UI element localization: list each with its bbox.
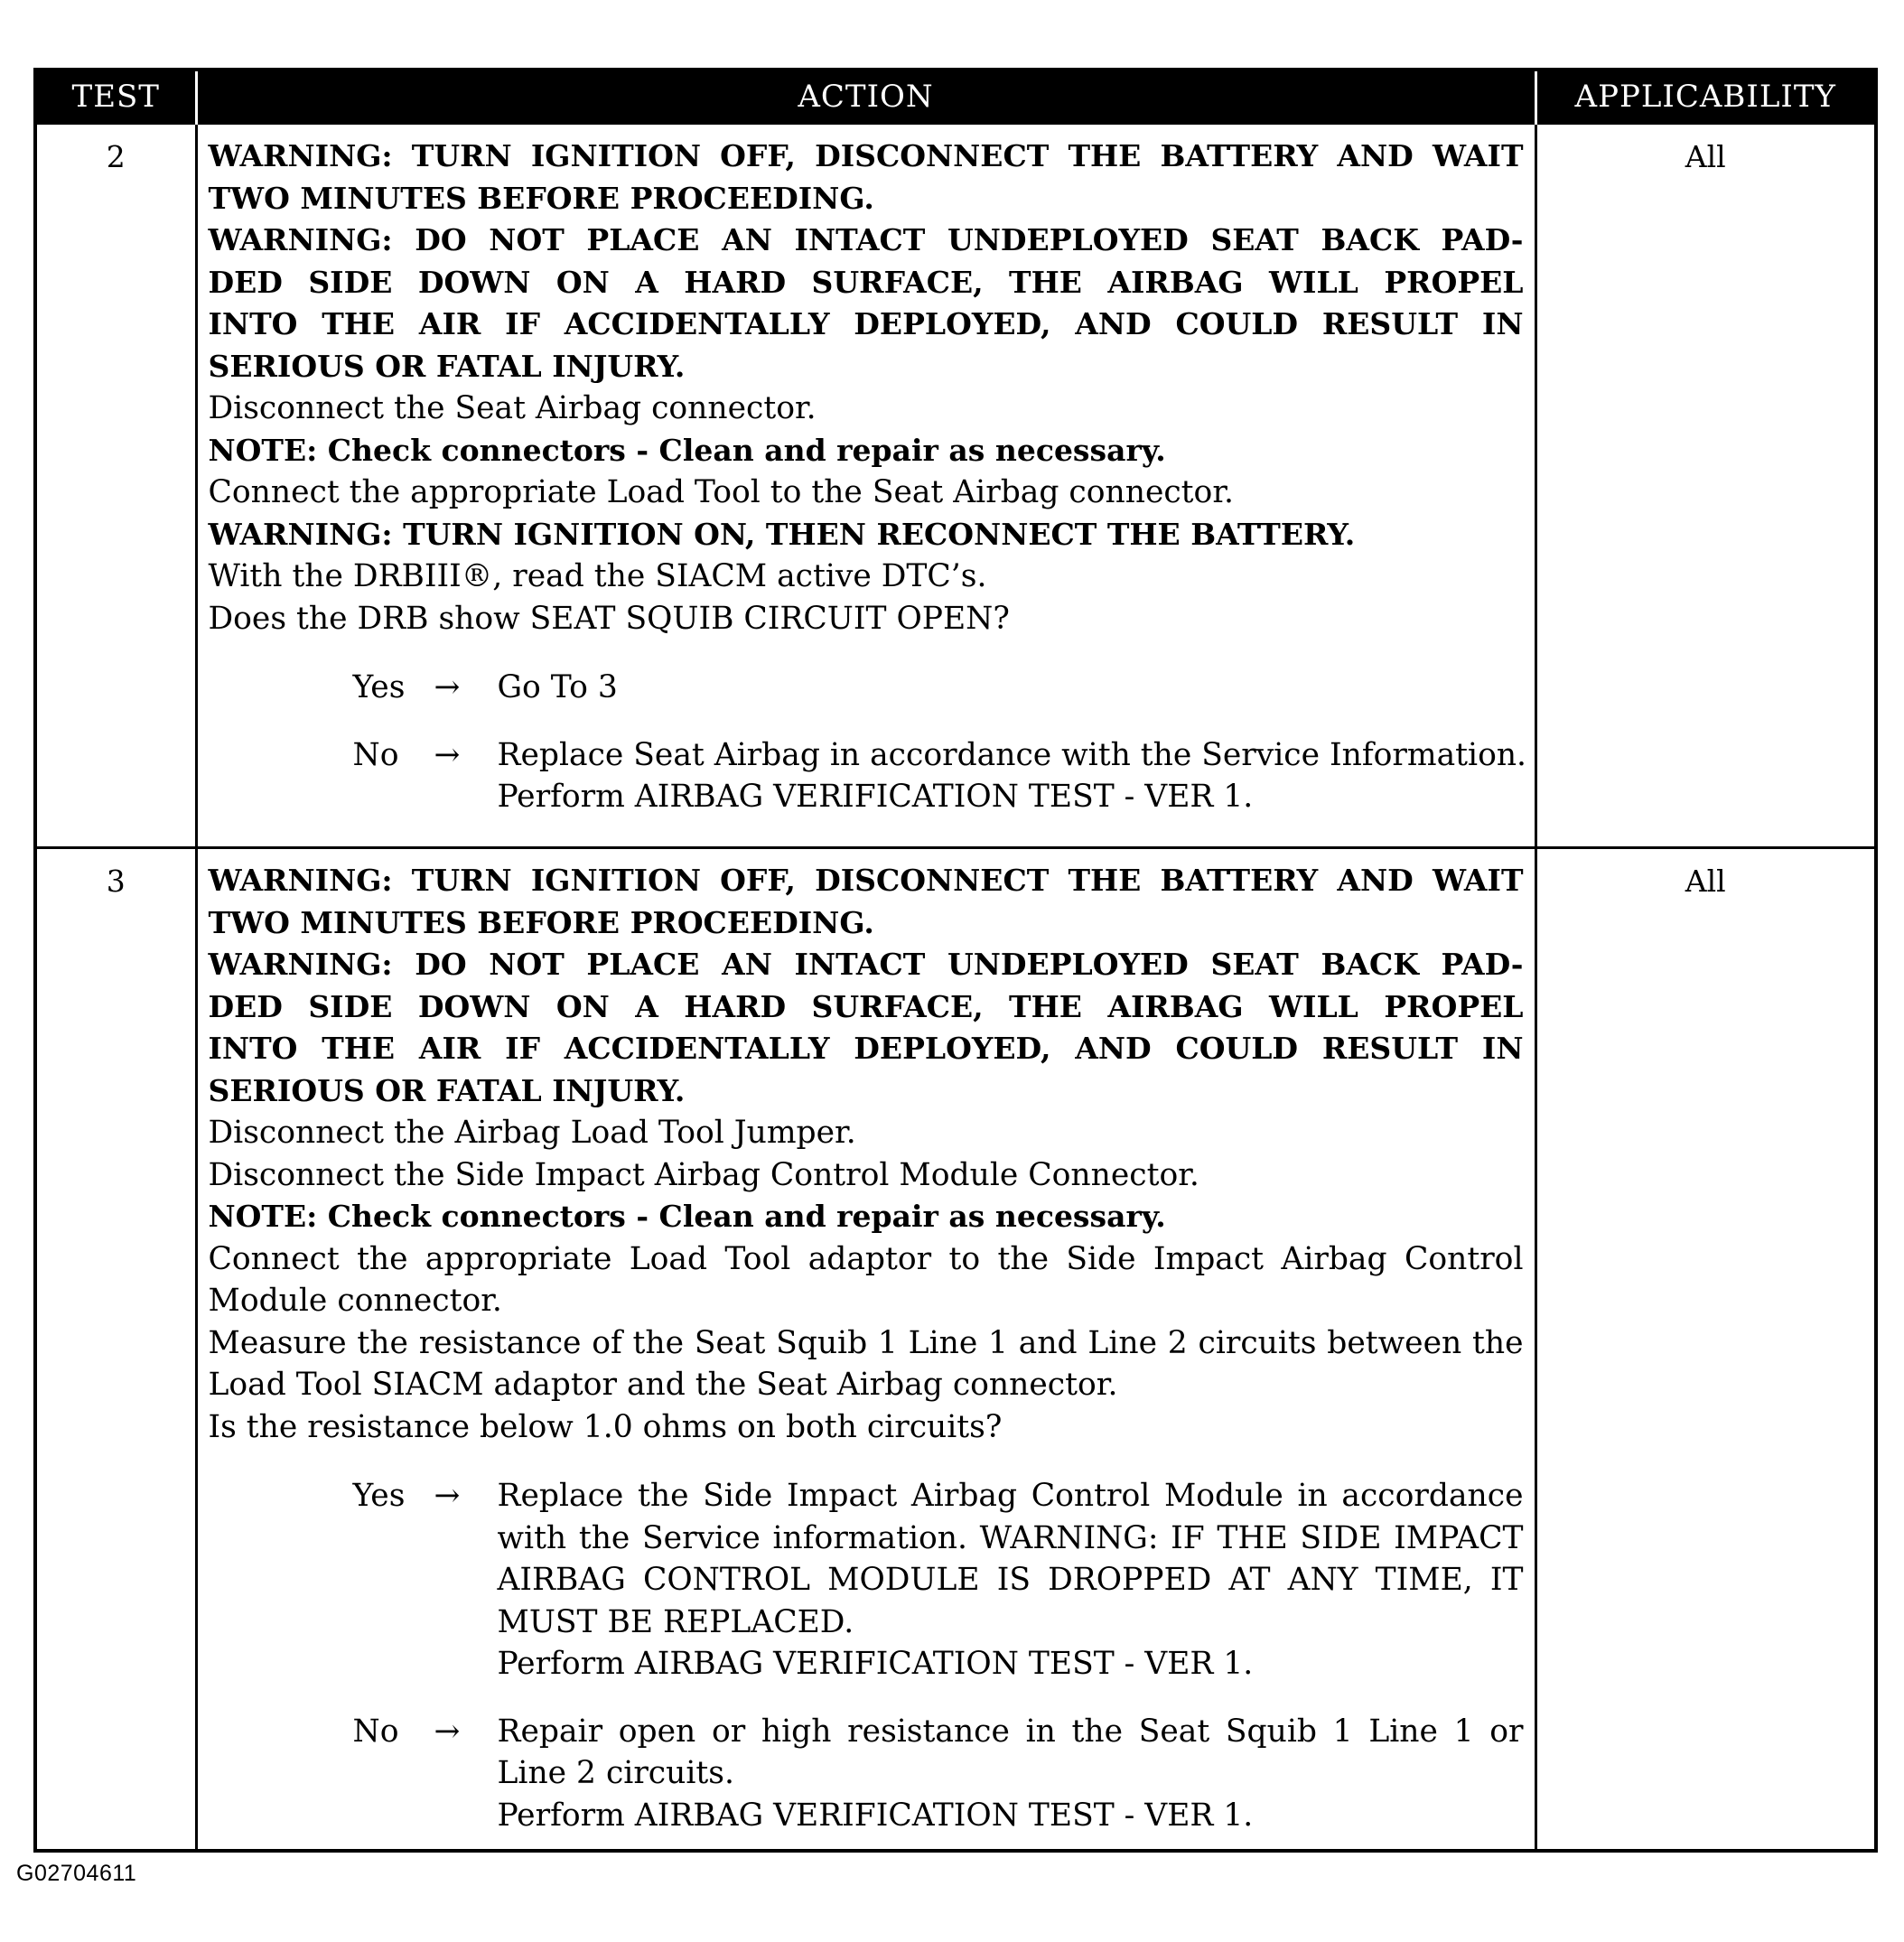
- action-line: INTO THE AIR IF ACCIDENTALLY DEPLOYED, AND COULD RESULT IN: [208, 1031, 1524, 1066]
- action-line: WARNING: TURN IGNITION OFF, DISCONNECT THE BATTERY AND WAIT: [208, 138, 1524, 173]
- action-line: DED SIDE DOWN ON A HARD SURFACE, THE AIRBAG WILL PROPEL: [208, 264, 1524, 300]
- action-line: Does the DRB show SEAT SQUIB CIRCUIT OPEN?: [208, 600, 1010, 637]
- action-line: NOTE: Check connectors - Clean and repair as necessary.: [208, 1199, 1166, 1234]
- outcome-answer: No: [352, 736, 399, 773]
- table-header-row: [35, 70, 1876, 124]
- outcome-line: Repair open or high resistance in the Seat Squib 1 Line 1 or Line 2 circuits.: [497, 1713, 1524, 1791]
- action-line: TWO MINUTES BEFORE PROCEEDING.: [208, 180, 874, 216]
- diagnostic-test-sheet: [33, 68, 1874, 1853]
- header-test: TEST: [35, 70, 196, 124]
- outcome-result: [498, 667, 1524, 709]
- action-line: SERIOUS OR FATAL INJURY.: [208, 1072, 686, 1108]
- action-cell: [196, 848, 1535, 1851]
- outcome-yes: [353, 1475, 1524, 1685]
- table-row-test-3: [35, 848, 1876, 1851]
- header-applicability: APPLICABILITY: [1535, 70, 1876, 124]
- action-line: With the DRBIII®, read the SIACM active DTC’s.: [208, 558, 987, 594]
- outcome-line: Perform AIRBAG VERIFICATION TEST - VER 1.: [497, 1646, 1254, 1682]
- test-number: 3: [35, 848, 196, 1851]
- outcome-no: [352, 734, 1527, 818]
- arrow-right-icon: →: [434, 669, 461, 705]
- diagnostic-test-table: [33, 68, 1878, 1853]
- action-line: TWO MINUTES BEFORE PROCEEDING.: [208, 904, 874, 940]
- outcome-yes: [353, 667, 1524, 709]
- action-line: Disconnect the Side Impact Airbag Control Module Connector.: [208, 1156, 1199, 1193]
- action-line: INTO THE AIR IF ACCIDENTALLY DEPLOYED, AND COULD RESULT IN: [208, 306, 1524, 341]
- test-number: 2: [35, 124, 196, 848]
- outcome-result: [498, 1711, 1524, 1837]
- action-line: Connect the appropriate Load Tool adaptor to the Side Impact Airbag Control Module connector.: [208, 1240, 1524, 1319]
- applicability-value: All: [1535, 848, 1876, 1851]
- action-line: NOTE: Check connectors - Clean and repair as necessary.: [208, 432, 1166, 468]
- action-line: Connect the appropriate Load Tool to the Seat Airbag connector.: [208, 474, 1234, 510]
- action-line: Measure the resistance of the Seat Squib 1 Line 1 and Line 2 circuits between the Load Tool SIACM adaptor and the Seat Airbag connector.: [208, 1324, 1524, 1403]
- action-line: DED SIDE DOWN ON A HARD SURFACE, THE AIRBAG WILL PROPEL: [208, 988, 1524, 1024]
- arrow-right-icon: →: [434, 1478, 461, 1514]
- applicability-value: All: [1535, 124, 1876, 848]
- outcome-answer: No: [352, 1713, 399, 1750]
- action-cell: [196, 124, 1535, 848]
- header-action: ACTION: [196, 70, 1535, 124]
- outcome-answer: Yes: [352, 1478, 406, 1514]
- action-line: SERIOUS OR FATAL INJURY.: [208, 348, 686, 384]
- action-line: WARNING: TURN IGNITION ON, THEN RECONNECT THE BATTERY.: [208, 516, 1356, 552]
- figure-id: G02704611: [16, 1861, 137, 1886]
- table-row-test-2: [35, 124, 1876, 848]
- action-line: Disconnect the Airbag Load Tool Jumper.: [208, 1115, 856, 1151]
- outcome-line: Perform AIRBAG VERIFICATION TEST - VER 1.: [497, 1797, 1254, 1834]
- arrow-right-icon: →: [434, 1713, 461, 1750]
- outcome-line: Go To 3: [497, 669, 618, 705]
- outcome-result: [498, 734, 1527, 818]
- action-line: Disconnect the Seat Airbag connector.: [208, 390, 817, 426]
- outcome-line: Replace the Side Impact Airbag Control Module in accordance with the Service information. WARNING: IF THE SIDE IMPACT AIRBAG CONTROL MODULE IS DROPPED AT ANY TIME, IT MUST BE REPLACED.: [497, 1478, 1524, 1640]
- action-line: WARNING: DO NOT PLACE AN INTACT UNDEPLOYED SEAT BACK PAD-: [208, 947, 1524, 982]
- outcome-no: [353, 1711, 1524, 1837]
- outcome-result: [498, 1475, 1524, 1685]
- outcome-line: Perform AIRBAG VERIFICATION TEST - VER 1.: [497, 779, 1254, 815]
- action-line: WARNING: TURN IGNITION OFF, DISCONNECT THE BATTERY AND WAIT: [208, 863, 1524, 898]
- outcome-answer: Yes: [352, 669, 406, 705]
- action-line: WARNING: DO NOT PLACE AN INTACT UNDEPLOYED SEAT BACK PAD-: [208, 222, 1524, 257]
- action-line: Is the resistance below 1.0 ohms on both circuits?: [208, 1408, 1003, 1445]
- outcome-line: Replace Seat Airbag in accordance with the Service Information.: [497, 736, 1527, 773]
- arrow-right-icon: →: [434, 736, 461, 773]
